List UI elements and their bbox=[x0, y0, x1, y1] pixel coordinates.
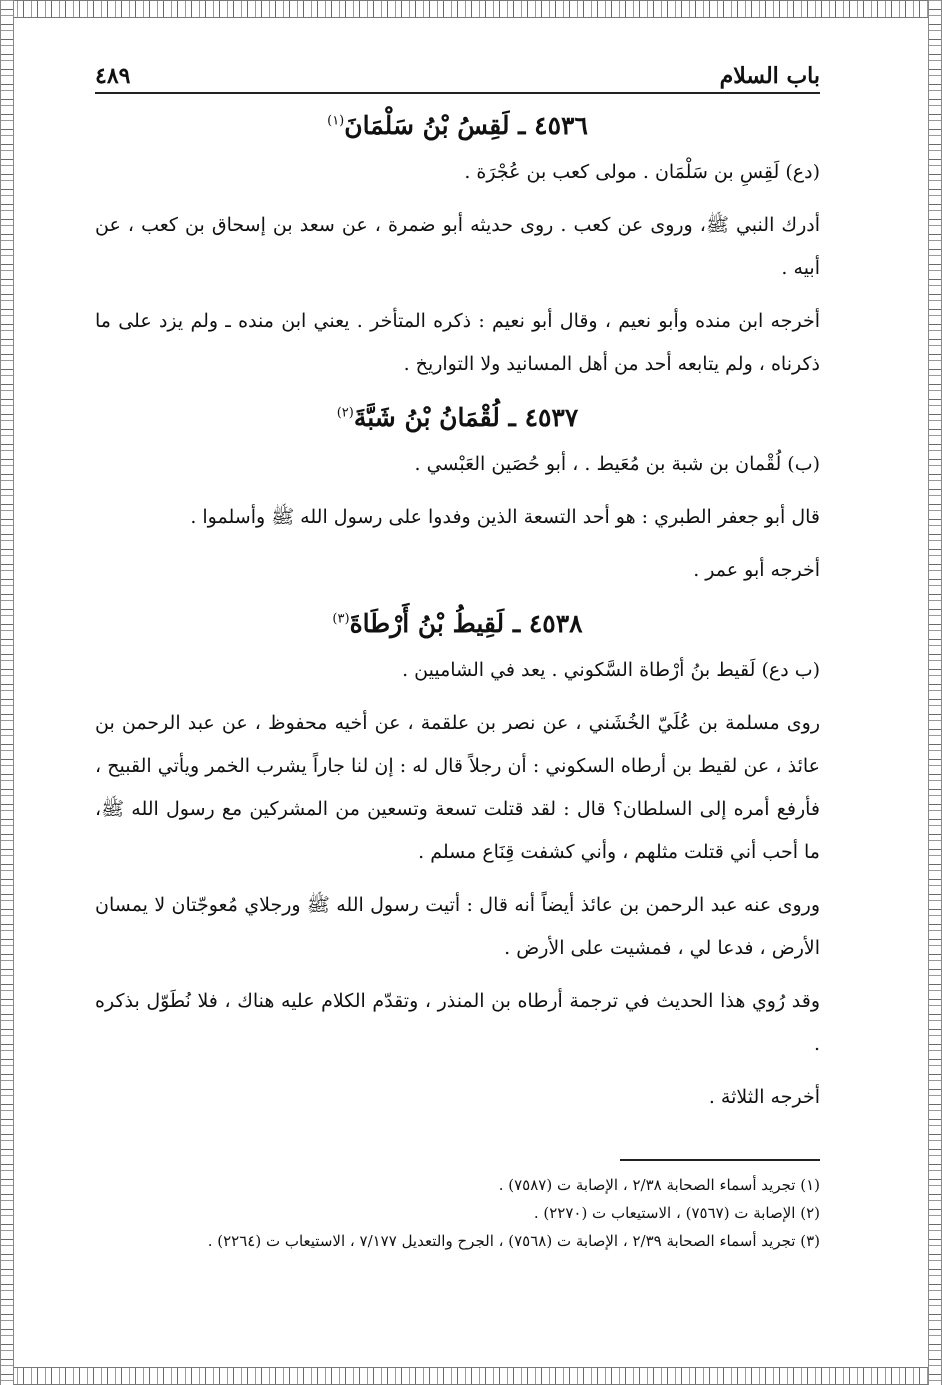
entry-paragraph: قال أبو جعفر الطبري : هو أحد التسعة الذين وفدوا على رسول الله ﷺ وأسلموا . bbox=[190, 506, 820, 528]
footnote-ref: (١) bbox=[327, 113, 345, 129]
entry-paragraph: (ب) لُقْمان بن شبة بن مُعَيط . ، أبو حُصَين العَبْسي . bbox=[414, 453, 820, 475]
page-body bbox=[95, 55, 820, 1255]
page-border-bottom bbox=[0, 1367, 942, 1385]
entry-title-4536 bbox=[95, 108, 820, 143]
entry-paragraph: وقد رُوي هذا الحديث في ترجمة أرطاه بن المنذر ، وتقدّم الكلام عليه هناك ، فلا نُطَوّل بذكره . bbox=[95, 990, 820, 1055]
entry-paragraph: أدرك النبي ﷺ، وروى عن كعب . روى حديثه أبو ضمرة ، عن سعد بن إسحاق بن كعب ، عن أبيه . bbox=[95, 214, 820, 279]
entry-title-text: ٤٥٣٧ ـ لُقْمَانُ بْنُ شَبَّةَ bbox=[353, 403, 579, 432]
entry-paragraph: أخرجه أبو عمر . bbox=[693, 559, 820, 581]
entry-paragraph: روى مسلمة بن عُلَيّ الخُشَني ، عن نصر بن علقمة ، عن أخيه محفوظ ، عن عبد الرحمن بن عائذ ، عن لقيط بن أرطاه السكوني : أن رجلاً قال له : إن لنا جاراً يشرب الخمر ويأتي القبيح ، فأرفع أمره إلى السلطان؟ قال : لقد قتلت تسعة وتسعين من المشركين مع رسول الله ﷺ، ما أحب أني قتلت مثلهم ، وأني كشفت قِنَاع مسلم . bbox=[95, 712, 820, 863]
running-head-title: باب السلام bbox=[719, 63, 820, 89]
page-number: ٤٨٩ bbox=[95, 63, 131, 89]
footnote-ref: (٢) bbox=[336, 405, 354, 421]
entry-title-text: ٤٥٣٦ ـ لَقِسُ بْنُ سَلْمَانَ bbox=[344, 111, 588, 140]
footnote: (٢) الإصابة ت (٧٥٦٧) ، الاستيعاب ت (٢٢٧٠) . bbox=[533, 1204, 820, 1222]
page-border-left bbox=[0, 0, 14, 1385]
footnote: (١) تجريد أسماء الصحابة ٢/٣٨ ، الإصابة ت (٧٥٨٧) . bbox=[498, 1176, 820, 1194]
running-head bbox=[95, 55, 820, 94]
entry-title-text: ٤٥٣٨ ـ لَقِيطُ بْنُ أَرْطَاةَ bbox=[349, 609, 583, 638]
entry-title-4538 bbox=[95, 606, 820, 641]
entry-paragraph: (ب دع) لَقيط بنُ أرْطاة السَّكوني . يعد في الشاميين . bbox=[402, 659, 820, 681]
entry-paragraph: (دع) لَقِسِ بن سَلْمَان . مولى كعب بن عُجْرَة . bbox=[464, 161, 820, 183]
entry-title-4537 bbox=[95, 400, 820, 435]
entry-paragraph: أخرجه ابن منده وأبو نعيم ، وقال أبو نعيم : ذكره المتأخر . يعني ابن منده ـ ولم يزد على ما ذكرناه ، ولم يتابعه أحد من أهل المسانيد ولا التواريخ . bbox=[95, 310, 820, 375]
footnote-ref: (٣) bbox=[332, 611, 350, 627]
entry-paragraph: أخرجه الثلاثة . bbox=[708, 1086, 820, 1108]
page-border-top bbox=[0, 0, 942, 18]
footnote: (٣) تجريد أسماء الصحابة ٢/٣٩ ، الإصابة ت (٧٥٦٨) ، الجرح والتعديل ٧/١٧٧ ، الاستيعاب ت (٢٢٦٤) . bbox=[207, 1232, 820, 1250]
footnote-separator bbox=[620, 1159, 820, 1161]
entry-paragraph: وروى عنه عبد الرحمن بن عائذ أيضاً أنه قال : أتيت رسول الله ﷺ ورجلاي مُعوجّتان لا يمسان الأرض ، فدعا لي ، فمشيت على الأرض . bbox=[95, 894, 820, 959]
page-border-right bbox=[928, 0, 942, 1385]
